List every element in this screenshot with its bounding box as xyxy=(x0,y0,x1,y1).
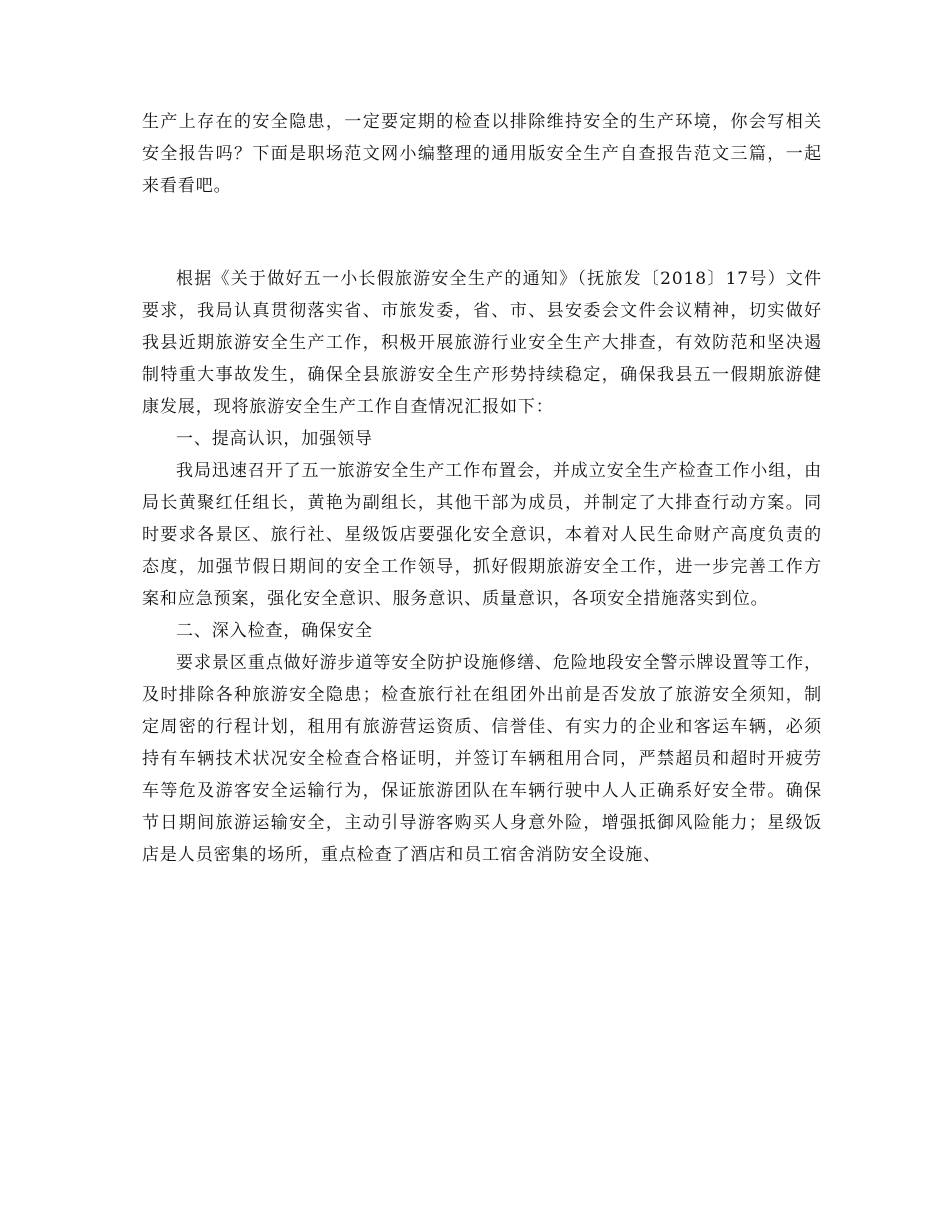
paragraph-basis: 根据《关于做好五一小长假旅游安全生产的通知》（抚旅发〔2018〕17号）文件要求，我局认真贯彻落实省、市旅发委，省、市、县安委会文件会议精神，切实做好我县近期旅游安全生产工作，积极开展旅游行业安全生产大排查，有效防范和坚决遏制特重大事故发生，确保全县旅游安全生产形势持续稳定，确保我县五一假期旅游健康发展，现将旅游安全生产工作自查情况汇报如下： xyxy=(142,269,822,417)
intro-paragraph: 生产上存在的安全隐患，一定要定期的检查以排除维持安全的生产环境，你会写相关安全报告吗？下面是职场范文网小编整理的通用版安全生产自查报告范文三篇，一起来看看吧。 xyxy=(142,112,822,196)
document-body xyxy=(142,106,822,871)
paragraph-leadership: 我局迅速召开了五一旅游安全生产工作布置会，并成立安全生产检查工作小组，由局长黄聚红任组长，黄艳为副组长，其他干部为成员，并制定了大排查行动方案。同时要求各景区、旅行社、星级饭店要强化安全意识，本着对人民生命财产高度负责的态度，加强节假日期间的安全工作领导，抓好假期旅游安全工作，进一步完善工作方案和应急预案，强化安全意识、服务意识、质量意识，各项安全措施落实到位。 xyxy=(142,461,822,609)
section-spacer xyxy=(142,202,822,263)
heading-section-2: 二、深入检查，确保安全 xyxy=(176,621,373,641)
heading-section-1: 一、提高认识，加强领导 xyxy=(176,429,373,449)
paragraph-inspection: 要求景区重点做好游步道等安全防护设施修缮、危险地段安全警示牌设置等工作，及时排除各种旅游安全隐患；检查旅行社在组团外出前是否发放了旅游安全须知，制定周密的行程计划，租用有旅游营运资质、信誉佳、有实力的企业和客运车辆，必须持有车辆技术状况安全检查合格证明，并签订车辆租用合同，严禁超员和超时开疲劳车等危及游客安全运输行为，保证旅游团队在车辆行驶中人人正确系好安全带。确保节日期间旅游运输安全，主动引导游客购买人身意外险，增强抵御风险能力；星级饭店是人员密集的场所，重点检查了酒店和员工宿舍消防安全设施、 xyxy=(142,653,822,865)
